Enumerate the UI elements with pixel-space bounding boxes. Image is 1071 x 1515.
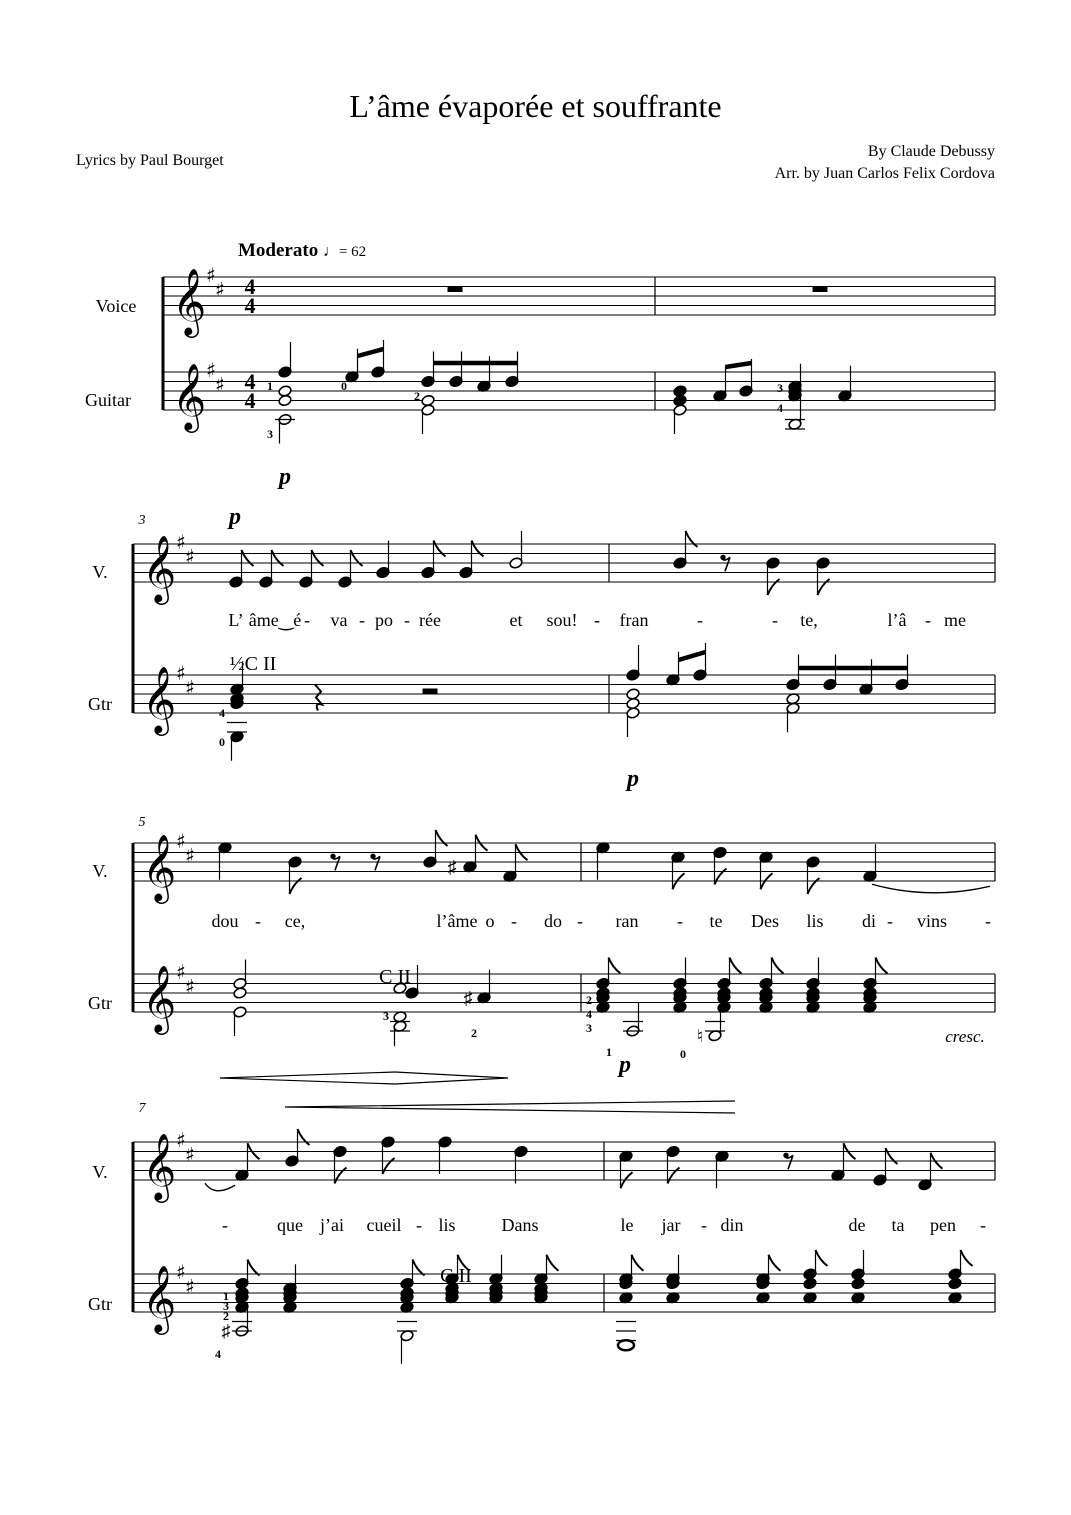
eighth-rest-dot [331, 854, 335, 858]
lyric-syllable: rée [419, 610, 441, 630]
quarter-rest [315, 685, 322, 711]
instrument-name-voice: V. [92, 562, 108, 582]
fingering-number: 3 [267, 427, 273, 441]
lyric-syllable: - [359, 610, 365, 630]
fingering-number: 0 [680, 1047, 686, 1061]
note-beam [726, 363, 752, 367]
fingering-number: 3 [383, 1009, 389, 1023]
fingering-number: 1 [267, 379, 273, 393]
measure-number: 7 [138, 1101, 146, 1116]
note-flag [383, 1158, 395, 1174]
lyric-syllable: - [594, 610, 600, 630]
note-flag [886, 1148, 898, 1164]
fingering-number: 1 [606, 1045, 612, 1059]
lyric-syllable: - [980, 1215, 986, 1235]
sharp-icon: ♯ [221, 1321, 231, 1341]
lyric-syllable: - [404, 610, 410, 630]
note-flag [242, 550, 254, 566]
dynamic-marking: p [279, 464, 291, 490]
lyric-syllable: et [509, 610, 523, 630]
lyric-syllable: lis [438, 1215, 456, 1235]
note-flag [434, 541, 446, 557]
treble-clef-icon: 𝄞 [142, 1264, 177, 1332]
whole-rest [448, 287, 462, 292]
lyric-syllable: - [772, 610, 778, 630]
lyric-syllable: que [277, 1215, 303, 1235]
tie-curve [205, 1183, 235, 1191]
fingering-number: 3 [777, 381, 783, 395]
note-flag [686, 531, 698, 547]
fingering-number: 3 [223, 1299, 229, 1313]
lyric-syllable: vins [916, 911, 948, 931]
lyric-syllable: - [511, 911, 517, 931]
lyric-syllable: âme‿é [248, 610, 302, 630]
lyric-syllable: te, [800, 610, 818, 630]
voice-staff [133, 1142, 995, 1180]
fingering-number: 4 [219, 706, 225, 720]
lyric-syllable: - [222, 1215, 228, 1235]
whole-note-head [618, 1340, 634, 1350]
lyric-syllable: - [304, 610, 310, 630]
lyric-syllable: do [544, 911, 562, 931]
score-title: L’âme évaporée et souffrante [349, 88, 722, 124]
arranger-credit: Arr. by Juan Carlos Felix Cordova [774, 165, 995, 182]
tie-curve [872, 884, 990, 893]
lyric-syllable: dou [211, 911, 239, 931]
cresc-marking: cresc. [945, 1027, 985, 1046]
sharp-icon: ♯ [206, 263, 216, 287]
sharp-icon: ♯ [176, 1128, 186, 1152]
lyric-syllable: j’ai [320, 1215, 344, 1235]
fingering-number: 2 [223, 1309, 229, 1323]
decrescendo-hairpin [395, 1072, 508, 1084]
whole-rest [813, 287, 827, 292]
note-flag [413, 1260, 425, 1276]
lyric-syllable: - [701, 1215, 707, 1235]
fingering-number: 2 [586, 993, 592, 1007]
barre-marking: C II [440, 1265, 472, 1287]
tempo-text: Moderato [238, 240, 319, 261]
lyric-syllable: ran [615, 911, 639, 931]
instrument-name-guitar: Guitar [85, 390, 131, 410]
sharp-icon: ♯ [176, 829, 186, 853]
lyric-syllable: po [375, 610, 393, 630]
note-head [626, 688, 640, 701]
note-flag [436, 830, 448, 846]
treble-clef-icon: 𝄞 [172, 362, 207, 430]
measure-number: 5 [138, 815, 146, 830]
dynamic-marking: p [229, 504, 241, 530]
lyric-syllable: Des [751, 911, 779, 931]
sharp-icon: ♯ [185, 675, 195, 700]
instrument-name-voice: V. [92, 1162, 108, 1182]
lyric-syllable: pen [930, 1215, 956, 1235]
sharp-icon: ♯ [185, 974, 195, 999]
sharp-icon: ♯ [206, 358, 216, 382]
fingering-number: 4 [586, 1007, 592, 1021]
lyric-syllable: - [985, 911, 991, 931]
fingering-number: 0 [341, 379, 347, 393]
note-flag [248, 1260, 260, 1276]
lyric-syllable: o [485, 911, 495, 931]
instrument-name-voice: Voice [95, 296, 137, 316]
lyric-syllable: Dans [501, 1215, 539, 1235]
sharp-icon: ♯ [185, 544, 195, 569]
note-flag [730, 958, 742, 974]
treble-clef-icon: 𝄞 [142, 833, 177, 901]
lyricist-credit: Lyrics by Paul Bourget [76, 152, 224, 169]
barre-marking: C II [379, 966, 411, 988]
treble-clef-icon: 𝄞 [142, 665, 177, 733]
barre-marking: ½C II [229, 653, 277, 675]
note-flag [298, 1129, 310, 1145]
note-flag [290, 878, 302, 894]
note-head [278, 385, 292, 398]
lyric-syllable: le [620, 1215, 634, 1235]
note-flag [668, 1168, 680, 1184]
tempo-bpm: = 62 [338, 244, 367, 260]
treble-clef-icon: 𝄞 [142, 1132, 177, 1200]
lyric-syllable: me [944, 610, 966, 630]
sharp-icon: ♯ [176, 530, 186, 554]
fingering-number: 4 [215, 1347, 221, 1361]
guitar-staff [133, 1274, 995, 1312]
lyric-syllable: - [577, 911, 583, 931]
composer-credit: By Claude Debussy [867, 143, 995, 160]
note-flag [609, 958, 621, 974]
note-flag [351, 550, 363, 566]
note-flag [818, 579, 830, 595]
time-signature-top: 4 [244, 369, 256, 394]
note-flag [312, 550, 324, 566]
note-flag [808, 878, 820, 894]
lyric-syllable: l’âme [436, 911, 478, 931]
crescendo-hairpin [220, 1072, 395, 1084]
note-flag [876, 958, 888, 974]
time-signature-top: 4 [244, 274, 256, 299]
note-flag [547, 1255, 559, 1271]
sharp-icon: ♯ [185, 843, 195, 868]
lyric-syllable: cueil [366, 1215, 402, 1235]
sharp-icon: ♯ [215, 372, 225, 397]
treble-clef-icon: 𝄞 [172, 267, 207, 335]
instrument-name-voice: V. [92, 861, 108, 881]
note-head [421, 394, 435, 407]
sharp-icon: ♯ [176, 661, 186, 685]
lyric-syllable: sou! [546, 610, 578, 630]
lyric-syllable: de [848, 1215, 866, 1235]
natural-icon: ♮ [696, 1025, 704, 1046]
measure-number: 3 [138, 513, 146, 528]
note-flag [335, 1168, 347, 1184]
lyric-syllable: - [925, 610, 931, 630]
sharp-icon: ♯ [463, 987, 473, 1008]
sharp-icon: ♯ [447, 856, 457, 877]
lyric-syllable: va [330, 610, 348, 630]
lyric-syllable: te [709, 911, 723, 931]
sharp-icon: ♯ [215, 277, 225, 302]
note-flag [961, 1250, 973, 1266]
note-beam [679, 652, 706, 660]
note-flag [472, 541, 484, 557]
note-flag [772, 958, 784, 974]
instrument-name-guitar: Gtr [88, 993, 112, 1013]
lyric-syllable: ta [891, 1215, 905, 1235]
lyric-syllable: L’ [228, 610, 244, 630]
note-head [673, 385, 687, 398]
lyric-syllable: ce, [284, 911, 306, 931]
treble-clef-icon: 𝄞 [142, 964, 177, 1032]
lyric-syllable: - [416, 1215, 422, 1235]
note-flag [769, 1255, 781, 1271]
eighth-rest-dot [371, 854, 375, 858]
lyric-syllable: din [720, 1215, 744, 1235]
fingering-number: 0 [219, 735, 225, 749]
eighth-rest-dot [721, 555, 725, 559]
dynamic-marking: p [619, 1052, 631, 1078]
note-flag [632, 1255, 644, 1271]
crescendo-hairpin [285, 1101, 735, 1113]
time-signature-bottom: 4 [244, 388, 256, 413]
sharp-icon: ♯ [185, 1142, 195, 1167]
fingering-number: 2 [414, 389, 420, 403]
eighth-rest-dot [784, 1153, 788, 1157]
voice-staff [163, 277, 995, 315]
note-flag [715, 869, 727, 885]
sharp-icon: ♯ [176, 960, 186, 984]
note-flag [768, 579, 780, 595]
lyric-syllable: lis [806, 911, 824, 931]
voice-staff [133, 544, 995, 582]
note-flag [272, 550, 284, 566]
sharp-icon: ♯ [185, 1274, 195, 1299]
fingering-number: 1 [223, 1289, 229, 1303]
quarter-note-icon: ♩ [322, 243, 339, 260]
lyric-syllable: l’â [887, 610, 907, 630]
lyric-syllable: - [697, 610, 703, 630]
note-beam [358, 349, 384, 356]
instrument-name-guitar: Gtr [88, 1294, 112, 1314]
fingering-number: 4 [777, 401, 783, 415]
lyric-syllable: - [255, 911, 261, 931]
treble-clef-icon: 𝄞 [142, 534, 177, 602]
lyric-syllable: fran [619, 610, 649, 630]
half-rest [423, 689, 437, 694]
lyric-syllable: jar [661, 1215, 681, 1235]
lyric-syllable: - [677, 911, 683, 931]
fingering-number: 3 [586, 1021, 592, 1035]
fingering-number: 2 [471, 1026, 477, 1040]
dynamic-marking: p [627, 766, 639, 792]
lyric-syllable: di [861, 911, 877, 931]
lyric-syllable: - [887, 911, 893, 931]
note-flag [816, 1250, 828, 1266]
time-signature-bottom: 4 [244, 293, 256, 318]
sharp-icon: ♯ [176, 1260, 186, 1284]
instrument-name-guitar: Gtr [88, 694, 112, 714]
